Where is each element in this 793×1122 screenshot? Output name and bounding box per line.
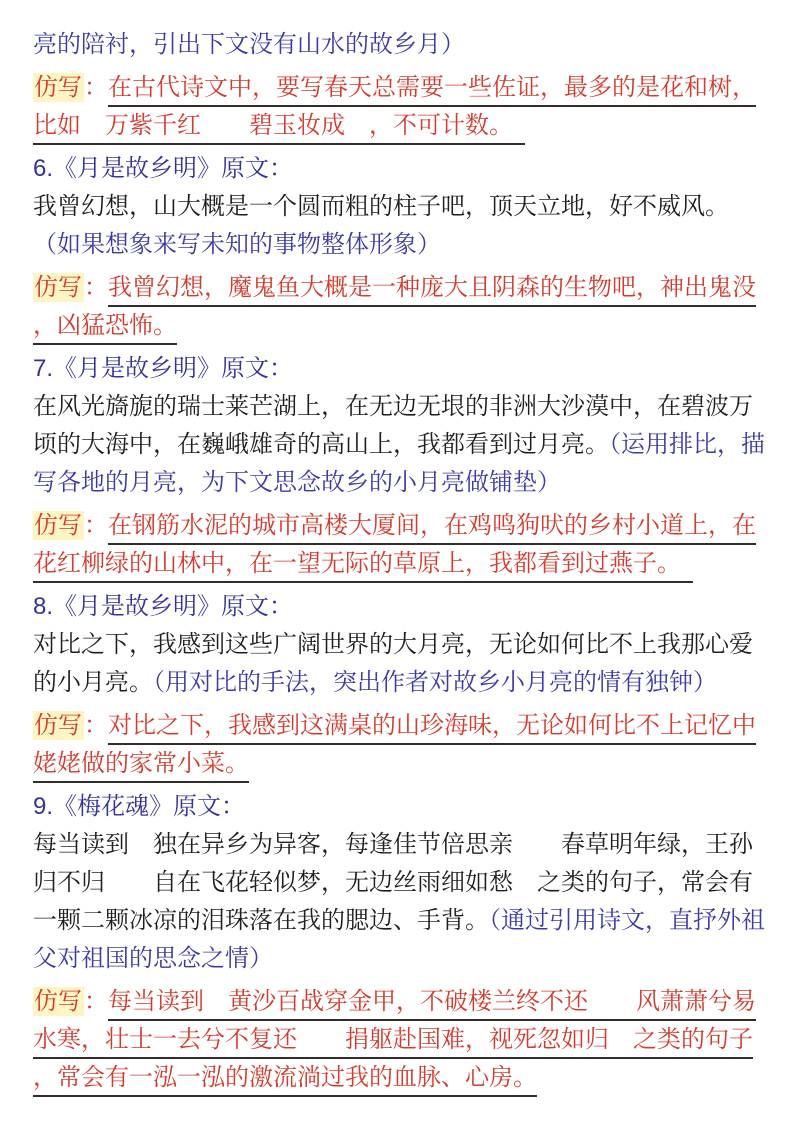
text-line [33,745,767,783]
answer-text: 在古代诗文中，要写春天总需要一些佐证，最多的是花和树， [108,74,756,107]
section-heading-text: 7.《月是故乡明》原文： [33,355,294,382]
original-text: 每当读到 独在异乡为异客，每逢佳节倍思亲 春草明年绿，王孙 [33,831,753,858]
section-heading-text: 6.《月是故乡明》原文： [33,155,294,182]
annotation-text: （如果想象来写未知的事物整体形象） [33,231,441,258]
text-line [33,788,767,826]
answer-text: 对比之下，我感到这满桌的山珍海味，无论如何比不上记忆中 [108,712,756,745]
answer-text: 我曾幻想，魔鬼鱼大概是一种庞大且阴森的生物吧，神出鬼没 [108,274,756,307]
text-line [33,426,767,464]
mimic-label-colon: ： [84,274,108,301]
text-line [33,150,767,188]
text-line [33,350,767,388]
mimic-label: 仿写 [34,512,82,539]
mimic-label-colon: ： [84,712,108,739]
answer-text: ，凶猛恐怖。 [33,312,177,345]
text-line [33,69,767,107]
annotation-text: 父对祖国的思念之情） [33,945,273,972]
section-heading-text: 9.《梅花魂》原文： [33,793,246,820]
text-line [33,940,767,978]
mimic-label: 仿写 [34,274,82,301]
answer-text: 水寒，壮士一去兮不复还 捐躯赴国难，视死忽如归 之类的句子 [33,1026,753,1059]
answer-text: ，常会有一泓一泓的激流淌过我的血脉、心房。 [33,1064,537,1097]
annotation-text: 亮的陪衬，引出下文没有山水的故乡月） [33,31,465,58]
text-line [33,507,767,545]
text-line [33,1059,767,1097]
text-line [33,902,767,940]
annotation-text: （通过引用诗文，直抒外祖 [489,907,765,934]
mimic-label: 仿写 [34,74,82,101]
text-line [33,388,767,426]
text-line [33,464,767,502]
answer-text: 花红柳绿的山林中，在一望无际的草原上，我都看到过燕子。 [33,550,693,583]
answer-text: 每当读到 黄沙百战穿金甲，不破楼兰终不还 风萧萧兮易 [108,988,756,1021]
text-line [33,269,767,307]
text-line [33,188,767,226]
original-text: 对比之下，我感到这些广阔世界的大月亮，无论如何比不上我那心爱 [33,631,753,658]
answer-text: 比如 万紫千红 碧玉妆成 ，不可计数。 [33,112,525,145]
original-text: 的小月亮。 [33,669,153,696]
section-heading-text: 8.《月是故乡明》原文： [33,593,294,620]
mimic-label-colon: ： [84,512,108,539]
text-line [33,826,767,864]
original-text: 在风光旖旎的瑞士莱芒湖上，在无边无垠的非洲大沙漠中，在碧波万 [33,393,753,420]
text-line [33,864,767,902]
text-line [33,626,767,664]
text-line [33,983,767,1021]
original-text: 一颗二颗冰凉的泪珠落在我的腮边、手背。 [33,907,489,934]
annotation-text: （运用排比，描 [609,431,765,458]
text-line [33,1021,767,1059]
mimic-label: 仿写 [34,988,82,1015]
text-line [33,226,767,264]
text-line [33,107,767,145]
text-line [33,26,767,64]
text-line [33,707,767,745]
mimic-label-colon: ： [84,74,108,101]
text-line [33,664,767,702]
annotation-text: （用对比的手法，突出作者对故乡小月亮的情有独钟） [153,669,717,696]
text-line [33,545,767,583]
mimic-label: 仿写 [34,712,82,739]
mimic-label-colon: ： [84,988,108,1015]
document-content [33,26,767,1097]
original-text: 顷的大海中，在巍峨雄奇的高山上，我都看到过月亮。 [33,431,609,458]
answer-text: 姥姥做的家常小菜。 [33,750,249,783]
original-text: 归不归 自在飞花轻似梦，无边丝雨细如愁 之类的句子，常会有 [33,869,753,896]
text-line [33,588,767,626]
original-text: 我曾幻想，山大概是一个圆而粗的柱子吧，顶天立地，好不威风。 [33,193,729,220]
answer-text: 在钢筋水泥的城市高楼大厦间，在鸡鸣狗吠的乡村小道上，在 [108,512,756,545]
annotation-text: 写各地的月亮，为下文思念故乡的小月亮做铺垫） [33,469,561,496]
text-line [33,307,767,345]
